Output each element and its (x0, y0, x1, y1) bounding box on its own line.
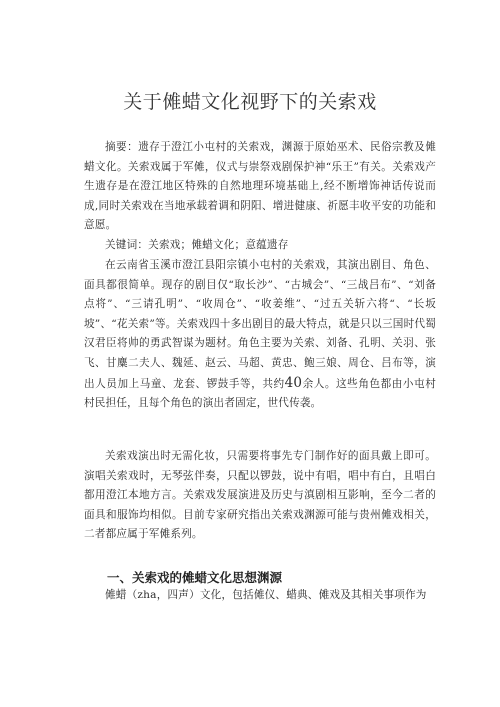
abstract-paragraph: 摘要：遗存于澄江小屯村的关索戏，渊源于原始巫术、民俗宗教及傩蜡文化。关索戏属于军傩，仪式与崇祭戏剧保护神“乐王”有关。关索戏产生遗存是在澄江地区特殊的自然地理环境基础上,经不断增饰神话传说而成,同时关索戏在当地承载着调和阴阳、增进健康、祈愿丰收平安的功能和意愿。 (84, 141, 436, 232)
keywords-line: 关键词：关索戏；傩蜡文化；意蕴遗存 (105, 239, 289, 251)
body-paragraph-1 (84, 256, 436, 414)
body-paragraph-3: 傩蜡（zha，四声）文化，包括傩仪、蜡典、傩戏及其相关事项作为 (105, 589, 427, 601)
document-title: 关于傩蜡文化视野下的关索戏 (123, 91, 377, 113)
section-heading-1: 一、关索戏的傩蜡文化思想渊源 (107, 570, 283, 585)
body-paragraph-2: 关索戏演出时无需化妆，只需要将事先专门制作好的面具戴上即可。演唱关索戏时，无琴弦伴奏，只配以锣鼓，说中有唱，唱中有白，且唱白都用澄江本地方言。关索戏发展演进及历史与滇剧相互影响，至今二者的面具和服饰均相似。目前专家研究指出关索戏渊源可能与贵州傩戏相关，二者都应属于军傩系列。 (84, 450, 436, 541)
body-paragraph-1-text-a: 在云南省玉溪市澄江县阳宗镇小屯村的关索戏，其演出剧目、角色、面具都很简单。现存的剧目仅“取长沙”、“古城会”、“三战吕布”、“刘备点将”、“三请孔明”、“收周仓”、“收姜维”、“过五关斩六将“、“长坂坡”、“花关索”等。关索戏四十多出剧目的最大特点，就是只以三国时代蜀汉君臣将帅的勇武智谋为题材。角色主要为关索、刘备、孔明、关羽、张飞、甘麋二夫人、魏延、赵云、马超、黄忠、鲍三娘、周仓、吕布等，演出人员加上马童、龙套、锣鼓手等，共约 (84, 259, 436, 390)
body-paragraph-1-text-b: 余人。这些角色都由小屯村村民担任，且每个角色的演出者固定，世代传袭。 (84, 377, 436, 410)
performer-count: 40 (284, 374, 303, 391)
